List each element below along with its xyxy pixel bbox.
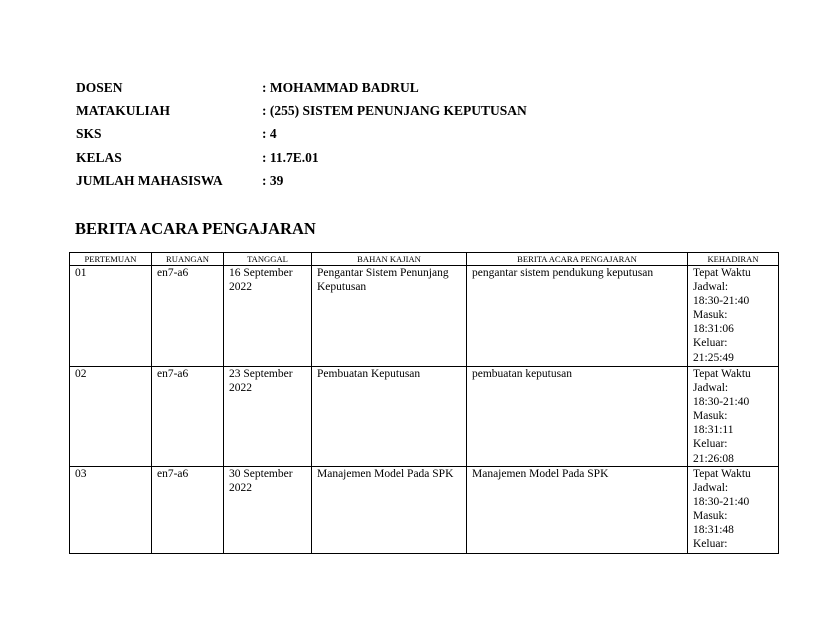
info-value: : 4 — [262, 126, 277, 142]
info-row-sks — [76, 123, 527, 146]
teaching-report-table — [69, 252, 779, 554]
cell-pertemuan: 01 — [70, 266, 152, 367]
kehadiran-keluar-label: Keluar: — [693, 438, 728, 451]
table-row — [70, 266, 779, 367]
kehadiran-keluar-label: Keluar: — [693, 337, 728, 350]
info-value: : (255) SISTEM PENUNJANG KEPUTUSAN — [262, 103, 527, 119]
cell-ruangan: en7-a6 — [152, 367, 224, 467]
cell-tanggal: 23 September 2022 — [224, 367, 312, 467]
cell-kehadiran — [688, 367, 779, 467]
column-header-pertemuan: PERTEMUAN — [70, 253, 152, 266]
kehadiran-jadwal-label: Jadwal: — [693, 382, 729, 395]
info-label: MATAKULIAH — [76, 103, 170, 119]
info-label: JUMLAH MAHASISWA — [76, 173, 223, 189]
column-header-berita-acara: BERITA ACARA PENGAJARAN — [467, 253, 688, 266]
info-row-kelas — [76, 146, 527, 169]
table-header-row — [70, 253, 779, 266]
cell-kehadiran — [688, 467, 779, 554]
info-row-matakuliah — [76, 99, 527, 122]
column-header-bahan-kajian: BAHAN KAJIAN — [312, 253, 467, 266]
info-value: : MOHAMMAD BADRUL — [262, 79, 419, 95]
cell-bahan-kajian: Manajemen Model Pada SPK — [312, 467, 467, 554]
cell-ruangan: en7-a6 — [152, 467, 224, 554]
cell-berita-acara: pembuatan keputusan — [467, 367, 688, 467]
cell-berita-acara: pengantar sistem pendukung keputusan — [467, 266, 688, 367]
info-label: KELAS — [76, 149, 122, 165]
info-row-dosen — [76, 76, 527, 99]
table-row — [70, 367, 779, 467]
kehadiran-status: Tepat Waktu — [693, 368, 751, 380]
column-header-kehadiran: KEHADIRAN — [688, 253, 779, 266]
cell-kehadiran — [688, 266, 779, 367]
kehadiran-status: Tepat Waktu — [693, 468, 751, 480]
kehadiran-masuk-label: Masuk: — [693, 510, 728, 523]
cell-tanggal: 30 September 2022 — [224, 467, 312, 554]
cell-pertemuan: 03 — [70, 467, 152, 554]
column-header-tanggal: TANGGAL — [224, 253, 312, 266]
kehadiran-masuk-value: 18:31:48 — [693, 524, 734, 537]
kehadiran-jadwal-label: Jadwal: — [693, 281, 729, 294]
kehadiran-masuk-value: 18:31:06 — [693, 323, 734, 336]
info-label: SKS — [76, 126, 102, 142]
kehadiran-jadwal-label: Jadwal: — [693, 482, 729, 495]
info-label: DOSEN — [76, 79, 123, 95]
section-title: BERITA ACARA PENGAJARAN — [75, 219, 316, 238]
course-info — [76, 76, 527, 193]
kehadiran-keluar-value: 21:26:08 — [693, 452, 734, 465]
kehadiran-keluar-label: Keluar: — [693, 538, 728, 551]
cell-ruangan: en7-a6 — [152, 266, 224, 367]
info-value: : 11.7E.01 — [262, 149, 319, 165]
kehadiran-masuk-label: Masuk: — [693, 309, 728, 322]
column-header-ruangan: RUANGAN — [152, 253, 224, 266]
kehadiran-jadwal-value: 18:30-21:40 — [693, 295, 750, 308]
cell-bahan-kajian: Pengantar Sistem Penunjang Keputusan — [312, 266, 467, 367]
info-row-jumlah-mahasiswa — [76, 170, 527, 193]
kehadiran-masuk-value: 18:31:11 — [693, 424, 734, 437]
cell-bahan-kajian: Pembuatan Keputusan — [312, 367, 467, 467]
table-row — [70, 467, 779, 554]
info-value: : 39 — [262, 173, 284, 189]
cell-berita-acara: Manajemen Model Pada SPK — [467, 467, 688, 554]
kehadiran-keluar-value: 21:25:49 — [693, 351, 734, 364]
kehadiran-status: Tepat Waktu — [693, 267, 751, 279]
kehadiran-jadwal-value: 18:30-21:40 — [693, 396, 750, 409]
cell-tanggal: 16 September 2022 — [224, 266, 312, 367]
kehadiran-jadwal-value: 18:30-21:40 — [693, 496, 750, 509]
cell-pertemuan: 02 — [70, 367, 152, 467]
kehadiran-masuk-label: Masuk: — [693, 410, 728, 423]
